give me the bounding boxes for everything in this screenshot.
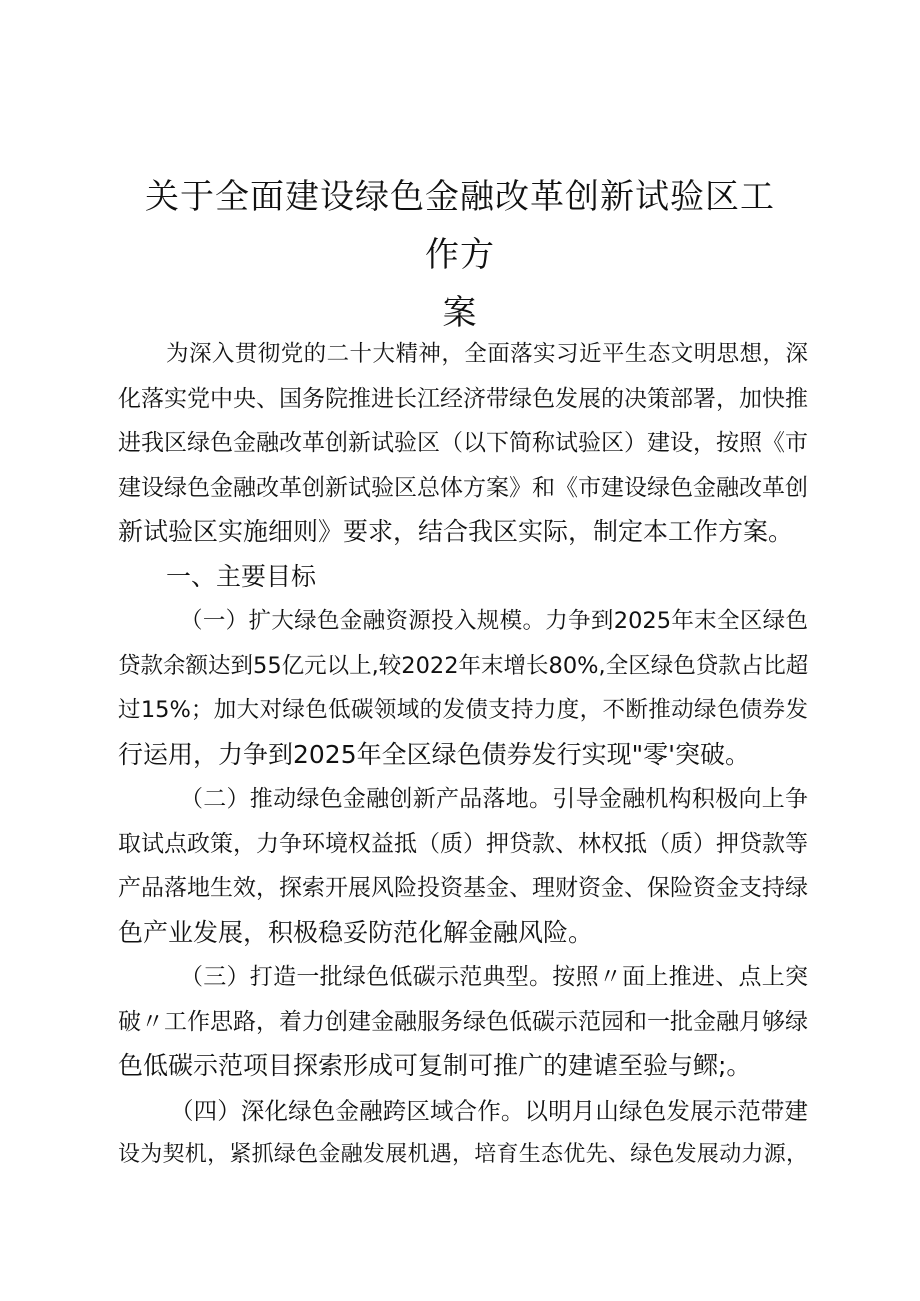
body-line: 产品落地生效，探索开展风险投资基金、理财资金、保险资金支持绿 bbox=[118, 875, 808, 901]
body-line: 贷款余额达到55亿元以上,较2022年末增长80%,全区绿色贷款占比超 bbox=[118, 652, 809, 679]
subsection-line: （三）打造一批绿色低碳示范典型。按照〃面上推进、点上突 bbox=[180, 964, 808, 990]
body-line: 建设绿色金融改革创新试验区总体方案》和《市建设绿色金融改革创 bbox=[118, 474, 808, 501]
subsection-line: （一）扩大绿色金融资源投入规模。力争到2025年末全区绿色 bbox=[180, 608, 808, 634]
body-line: 破〃工作思路，着力创建金融服务绿色低碳示范园和一批金融月够绿 bbox=[118, 1008, 808, 1035]
document-title bbox=[145, 168, 775, 342]
body-line: 为深入贯彻党的二十大精神，全面落实习近平生态文明思想，深 bbox=[166, 341, 808, 367]
document-body bbox=[118, 332, 808, 1178]
body-line: 设为契机，紧抓绿色金融发展机遇，培育生态优先、绿色发展动力源， bbox=[118, 1142, 808, 1167]
section-heading: 一、主要目标 bbox=[166, 561, 317, 591]
body-line: 色低碳示范项目探索形成可复制可推广的建谑至验与鳏;。 bbox=[118, 1051, 752, 1080]
body-line: 过15%；加大对绿色低碳领域的发债支持力度，不断推动绿色债券发 bbox=[118, 697, 808, 723]
body-line: 取试点政策，力争环境权益抵（质）押贷款、林权抵（质）押贷款等 bbox=[118, 830, 808, 857]
title-line-2: 案 bbox=[442, 293, 478, 333]
title-line-1: 关于全面建设绿色金融改革创新试验区工作方 bbox=[145, 177, 775, 275]
body-line: 新试验区实施细则》要求，结合我区实际，制定本工作方案。 bbox=[118, 517, 794, 546]
body-line: 进我区绿色金融改革创新试验区（以下简称试验区）建设，按照《市 bbox=[118, 430, 808, 456]
body-line: 色产业发展，积极稳妥防范化解金融风险。 bbox=[118, 917, 594, 947]
subsection-line: （四）深化绿色金融跨区域合作。以明月山绿色发展示范带建 bbox=[170, 1096, 808, 1125]
body-line: 化落实党中央、国务院推进长江经济带绿色发展的决策部署，加快推 bbox=[118, 385, 808, 412]
subsection-line: （二）推动绿色金融创新产品落地。引导金融机构积极向上争 bbox=[180, 786, 808, 812]
body-line: 行运用，力争到2025年全区绿色债券发行实现"零'突破。 bbox=[118, 739, 750, 769]
